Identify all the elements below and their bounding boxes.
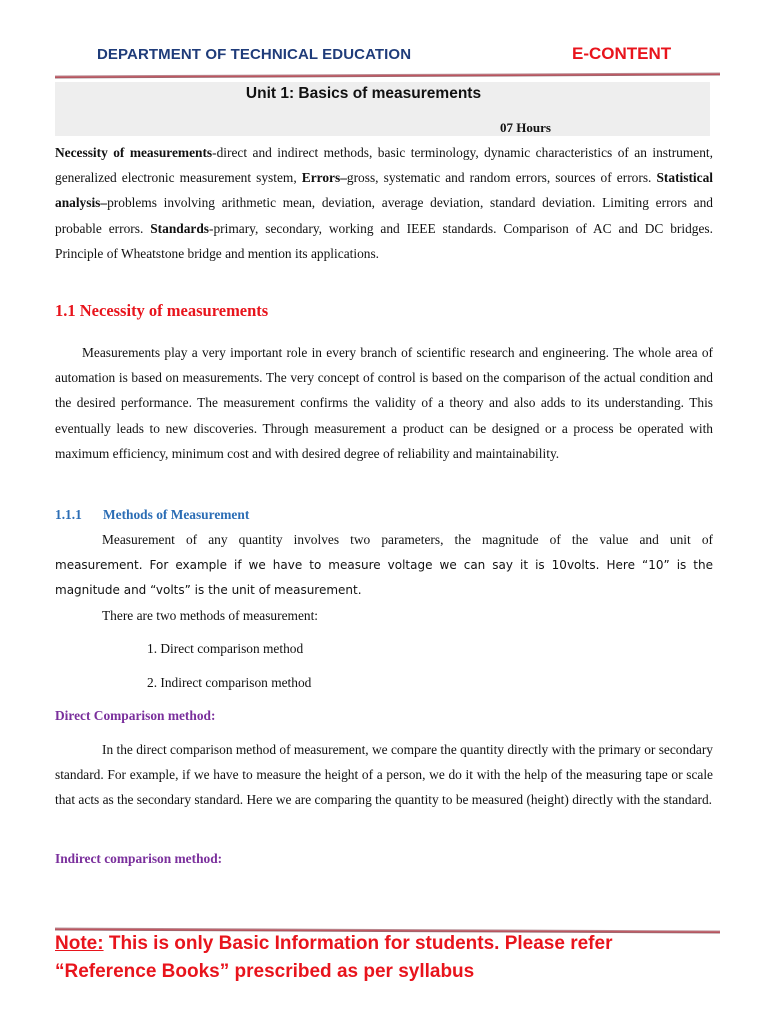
- footer-note: [55, 930, 735, 986]
- unit-title: Unit 1: Basics of measurements: [245, 85, 482, 102]
- syllabus-topic-statistics: Statistical analysis–: [55, 170, 713, 211]
- syllabus-topic-errors: Errors–: [301, 170, 347, 186]
- header-divider: [55, 73, 720, 79]
- methods-intro: There are two methods of measurement:: [102, 608, 319, 623]
- syllabus-text-1: -direct and indirect methods, basic terminology, dynamic characteristics of an instrument, generalized electronic measurement system,: [55, 145, 713, 186]
- method-item-indirect: 2. Indirect comparison method: [147, 675, 312, 690]
- unit-hours: 07 Hours: [500, 120, 551, 135]
- indirect-method-heading: Indirect comparison method:: [55, 851, 223, 866]
- syllabus-text-2: gross, systematic and random errors, sources of errors.: [346, 170, 657, 186]
- direct-method-paragraph: In the direct comparison method of measurement, we compare the quantity directly with the primary or secondary standard. For example, if we have to measure the height of a person, we do it with the help of the measuring tape or scale that acts as the secondary standard. Here we are comparing the quantity to be measured (height) directly with the standard.: [55, 742, 713, 808]
- unit-banner: [55, 82, 710, 136]
- direct-method-heading: Direct Comparison method:: [55, 708, 216, 723]
- section-number: 1.1.1: [55, 507, 82, 522]
- note-line-2: “Reference Books” prescribed as per syllabus: [55, 961, 475, 982]
- department-title: DEPARTMENT OF TECHNICAL EDUCATION: [97, 46, 412, 63]
- method-item-direct: 1. Direct comparison method: [147, 641, 304, 656]
- syllabus-text-4: -primary, secondary, working and IEEE standards. Comparison of AC and DC bridges. Principle of Wheatstone bridge and mention its applications.: [55, 220, 713, 261]
- note-lead: Note:: [55, 933, 104, 954]
- section-heading-1-1-1: [55, 507, 249, 523]
- methods-line-2: measurement. For example if we have to measure voltage we can say it is 10volts. Here “10” is the: [55, 558, 713, 572]
- section-title: Methods of Measurement: [103, 507, 250, 522]
- section-1-1-paragraph: Measurements play a very important role in every branch of scientific research and engineering. The whole area of automation is based on measurements. The very concept of control is based on the comparison of the actual condition and the desired performance. The measurement confirms the validity of a theory and also adds to its understanding. This eventually leads to new discoveries. Through measurement a product can be designed or a process be operated with maximum efficiency, minimum cost and with desired degree of reliability and maintainability.: [55, 345, 713, 461]
- section-heading-1-1: 1.1 Necessity of measurements: [55, 301, 269, 320]
- note-line-1: This is only Basic Information for students. Please refer: [103, 933, 613, 954]
- methods-line-3: magnitude and “volts” is the unit of measurement.: [55, 583, 362, 597]
- syllabus-text-3: problems involving arithmetic mean, deviation, average deviation, standard deviation. Limiting errors and probable errors.: [55, 195, 713, 236]
- methods-line-1: Measurement of any quantity involves two parameters, the magnitude of the value and unit of: [102, 532, 713, 547]
- page-header: [0, 0, 768, 90]
- syllabus-topic-necessity: Necessity of measurements: [55, 145, 213, 160]
- syllabus-paragraph: [55, 140, 713, 266]
- econtent-label: E-CONTENT: [572, 44, 672, 63]
- syllabus-topic-standards: Standards: [150, 220, 210, 236]
